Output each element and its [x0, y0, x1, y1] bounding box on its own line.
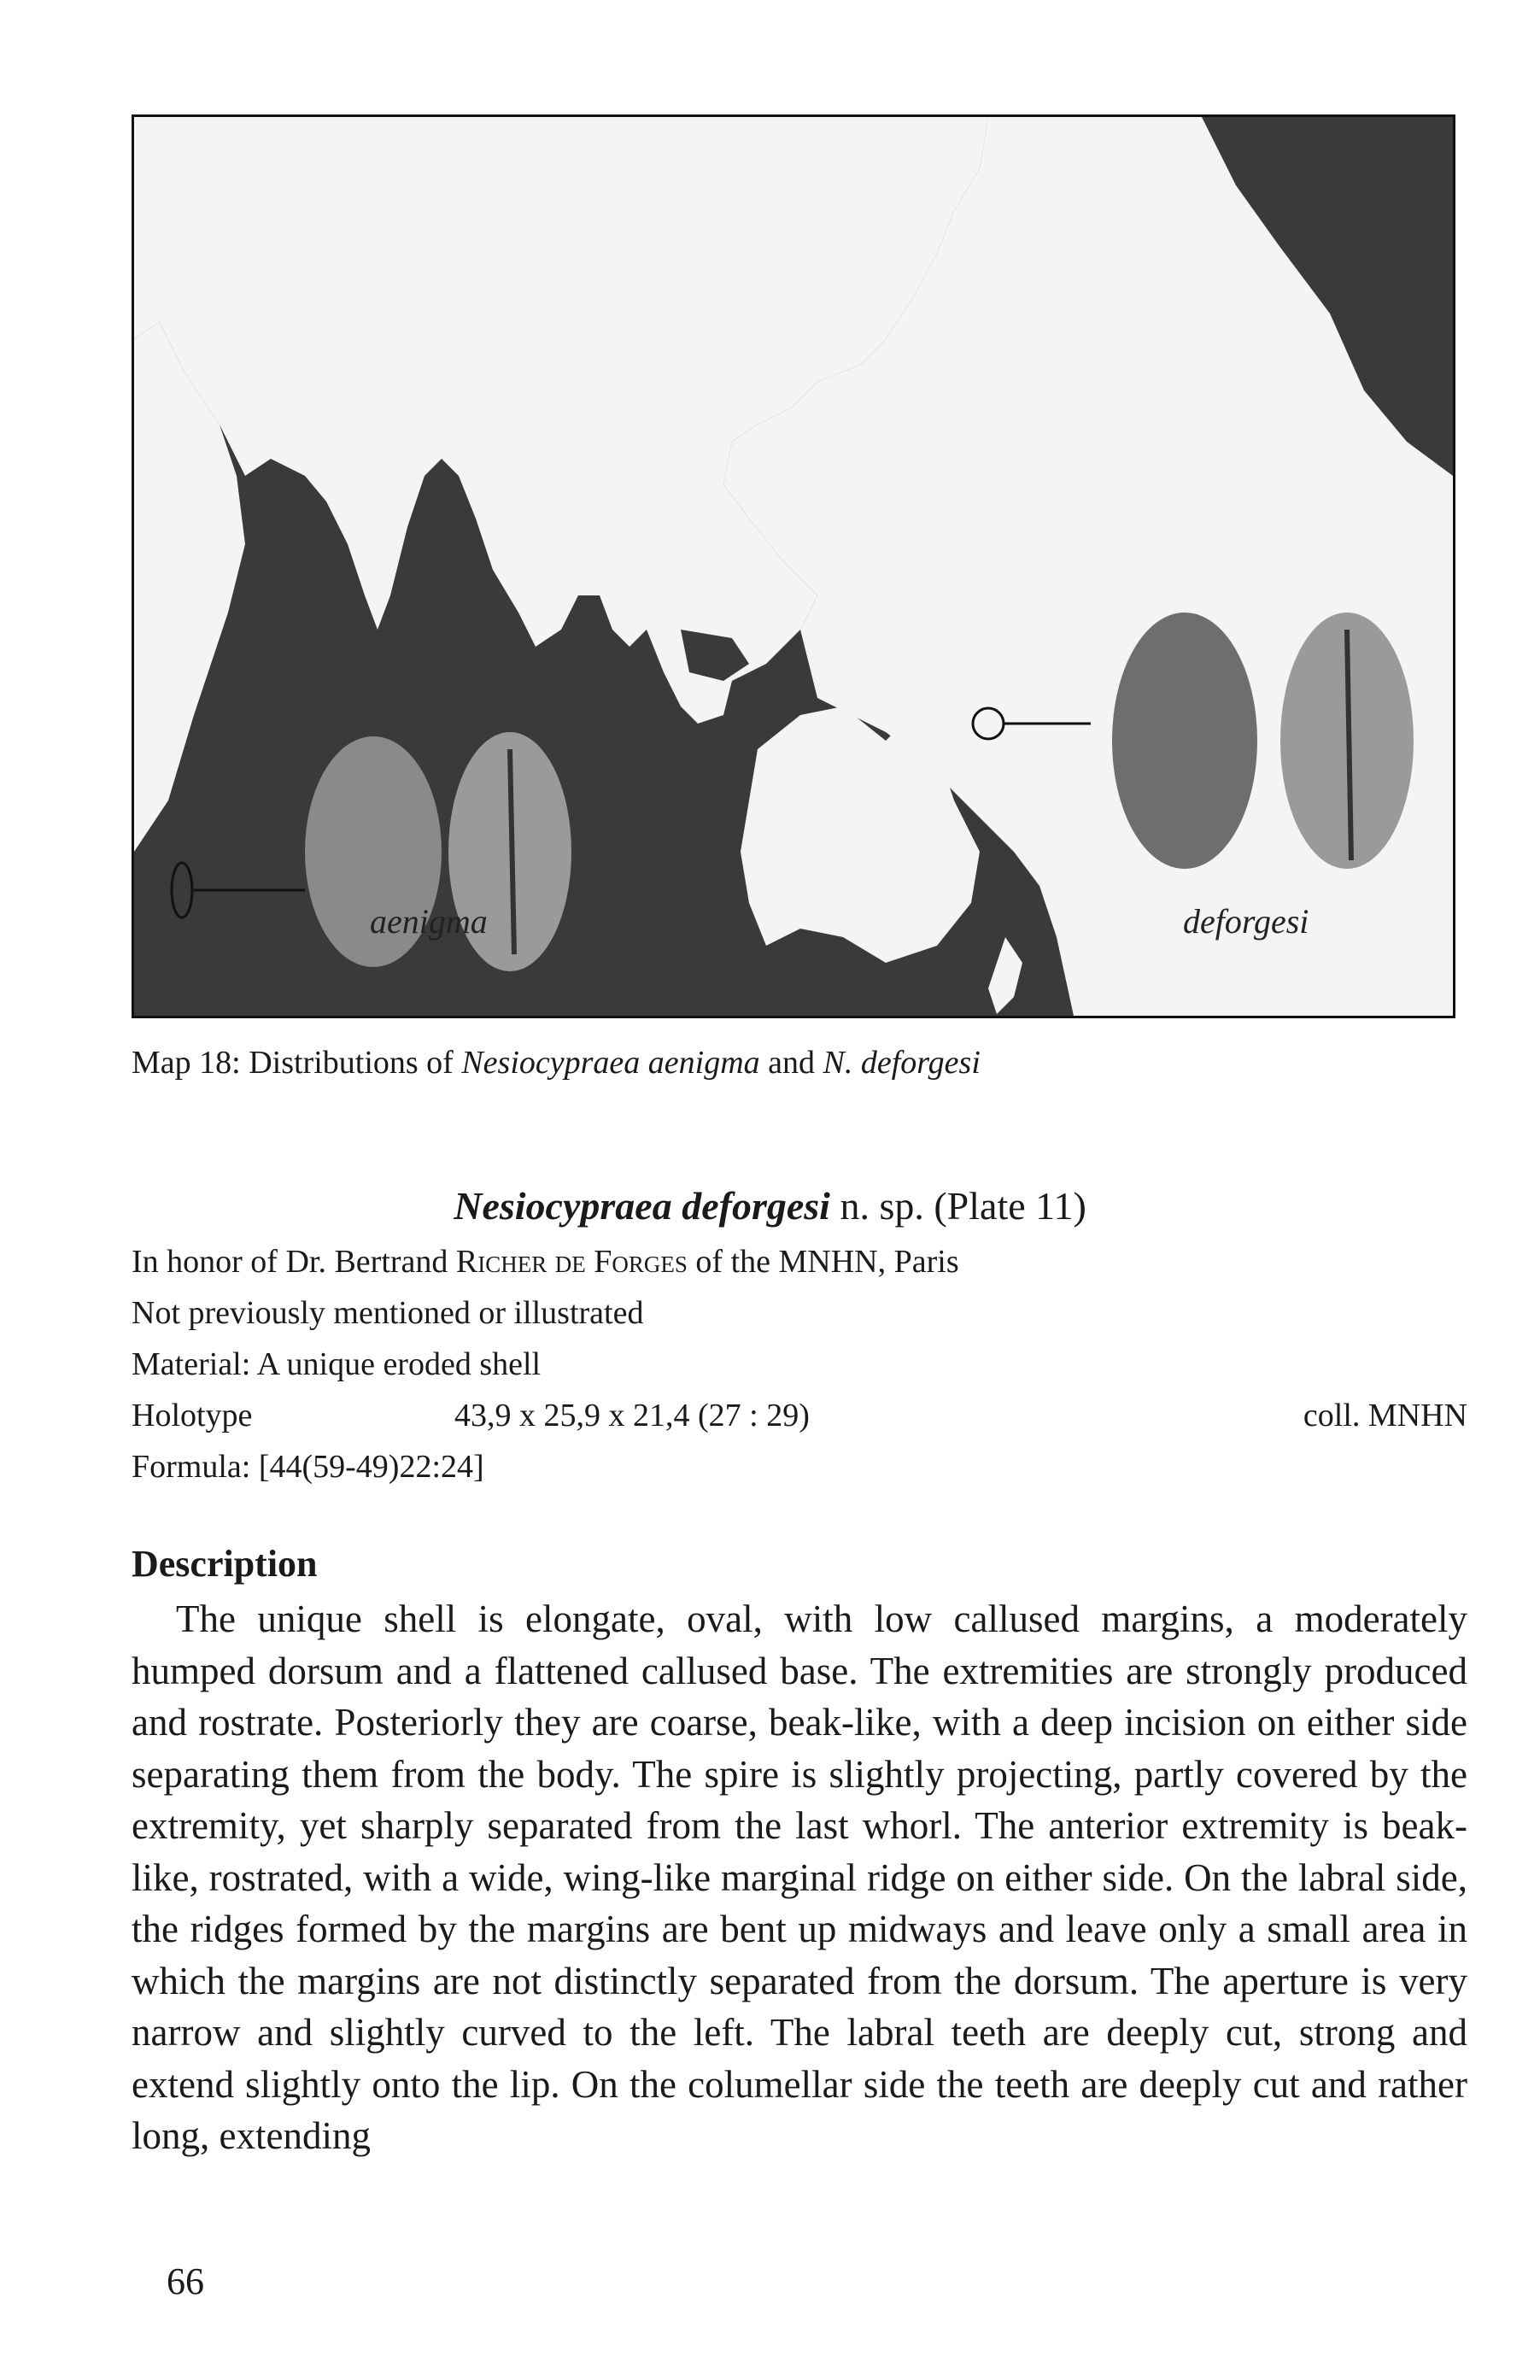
- honor-prefix: In honor of Dr. Bertrand: [132, 1244, 456, 1280]
- caption-species-1: Nesiocypraea aenigma: [461, 1045, 760, 1081]
- material-line: Material: A unique eroded shell: [132, 1346, 542, 1382]
- map-illustration: [134, 117, 1453, 1016]
- species-heading: [0, 1183, 1540, 1228]
- description-heading: Description: [132, 1543, 318, 1585]
- formula-line: Formula: [44(59-49)22:24]: [132, 1449, 484, 1485]
- honor-line: [132, 1243, 959, 1281]
- aenigma-map-label: aenigma: [370, 902, 488, 941]
- aenigma-locality-marker: [172, 863, 192, 917]
- caption-prefix: Map 18: Distributions of: [132, 1045, 462, 1081]
- previously-line: Not previously mentioned or illustrated: [132, 1295, 644, 1331]
- honor-suffix: of the MNHN, Paris: [687, 1244, 959, 1280]
- map-caption: [132, 1044, 981, 1082]
- caption-species-2: N. deforgesi: [823, 1045, 981, 1081]
- page-number: 66: [167, 2260, 204, 2302]
- deforgesi-map-label: deforgesi: [1183, 902, 1309, 941]
- holotype-collection: coll. MNHN: [1303, 1398, 1467, 1433]
- description-body: The unique shell is elongate, oval, with low callused margins, a moderately humped dorsum and a flattened callused base. The extremities are strongly produced and rostrate. Posteriorly they are coarse, beak-like, with a deep incision on either side separating them from the body. The spire is slightly projecting, partly covered by the extremity, yet sharply separated from the last whorl. The anterior extremity is beak-like, rostrated, with a wide, wing-like marginal ridge on either side. On the labral side, the ridges formed by the margins are bent up midways and leave only a small area in which the margins are not distinctly separated from the dorsum. The aperture is very narrow and slightly curved to the left. The labral teeth are deeply cut, strong and extend slightly onto the lip. On the columellar side the teeth are deeply cut and rather long, extending: [132, 1597, 1467, 2157]
- new-zealand-landmass: [988, 937, 1022, 1014]
- honor-name: Richer de Forges: [455, 1244, 688, 1280]
- distribution-map: [132, 114, 1455, 1018]
- holotype-label: Holotype: [132, 1398, 253, 1433]
- holotype-values: 43,9 x 25,9 x 21,4 (27 : 29): [454, 1398, 810, 1433]
- deforgesi-shell-dorsal: [1112, 613, 1257, 869]
- caption-middle: and: [759, 1045, 823, 1081]
- species-suffix: n. sp. (Plate 11): [829, 1184, 1086, 1228]
- species-name: Nesiocypraea deforgesi: [454, 1184, 830, 1228]
